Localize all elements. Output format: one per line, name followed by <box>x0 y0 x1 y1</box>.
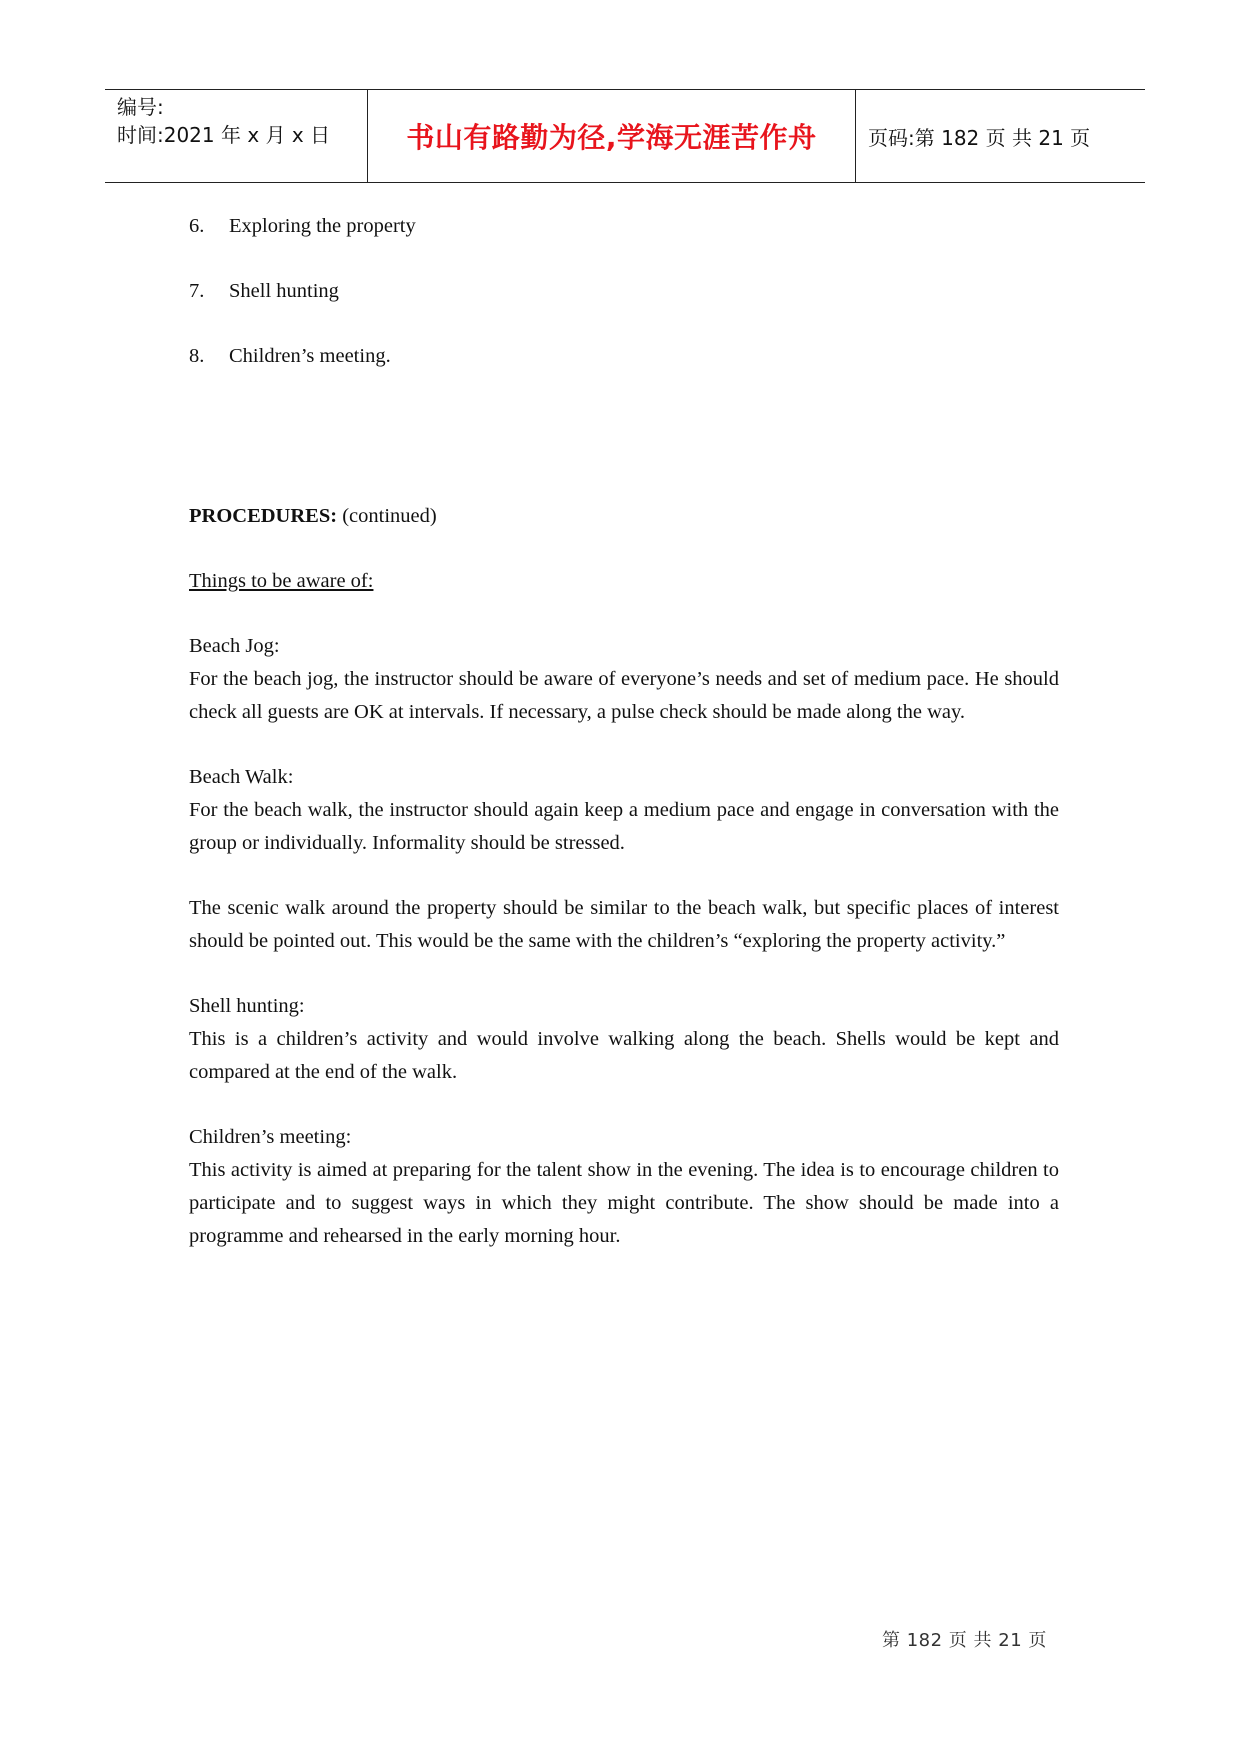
time-label: 时间:2021 年 x 月 x 日 <box>117 123 331 147</box>
section-beach-jog <box>189 630 1059 729</box>
list-text: Shell hunting <box>229 280 339 302</box>
section-body: This activity is aimed at preparing for the talent show in the evening. The idea is to encourage children to participate and to suggest ways in which they might contribute. The show should be made into a programme and rehearsed in the early morning hour. <box>189 1159 1059 1247</box>
header-meta <box>105 90 368 182</box>
list-text: Exploring the property <box>229 215 416 237</box>
list-item <box>189 340 1059 373</box>
section-heading: Beach Walk: <box>189 766 294 788</box>
spacer <box>189 405 1059 500</box>
list-number: 7. <box>189 280 205 302</box>
section-heading: Beach Jog: <box>189 635 280 657</box>
document-body <box>189 210 1059 1285</box>
procedures-label: PROCEDURES: <box>189 505 338 527</box>
list-text: Children’s meeting. <box>229 345 391 367</box>
procedures-heading <box>189 500 1059 533</box>
code-label: 编号: <box>117 95 164 119</box>
section-body: The scenic walk around the property should be similar to the beach walk, but specific places of interest should be pointed out. This would be the same with the children’s “exploring the property activity.” <box>189 897 1059 952</box>
list-number: 6. <box>189 215 205 237</box>
list-number: 8. <box>189 345 205 367</box>
header-page-info: 页码:第 182 页 共 21 页 <box>868 125 1091 150</box>
section-body: This is a children’s activity and would involve walking along the beach. Shells would be kept and compared at the end of the walk. <box>189 1028 1059 1083</box>
section-childrens-meeting <box>189 1121 1059 1253</box>
page-footer: 第 182 页 共 21 页 <box>882 1630 1047 1651</box>
section-heading: Shell hunting: <box>189 995 305 1017</box>
section-beach-walk <box>189 761 1059 860</box>
procedures-suffix: (continued) <box>337 505 437 527</box>
header-motto: 书山有路勤为径,学海无涯苦作舟 <box>368 90 856 182</box>
section-body: For the beach walk, the instructor should again keep a medium pace and engage in conversation with the group or individually. Informality should be stressed. <box>189 799 1059 854</box>
aware-heading: Things to be aware of: <box>189 570 374 592</box>
section-heading: Children’s meeting: <box>189 1126 352 1148</box>
page-header <box>105 89 1145 183</box>
section-body: For the beach jog, the instructor should be aware of everyone’s needs and set of medium pace. He should check all guests are OK at intervals. If necessary, a pulse check should be made along the way. <box>189 668 1059 723</box>
list-item <box>189 210 1059 243</box>
list-item <box>189 275 1059 308</box>
section-shell-hunting <box>189 990 1059 1089</box>
section-scenic-walk <box>189 892 1059 958</box>
